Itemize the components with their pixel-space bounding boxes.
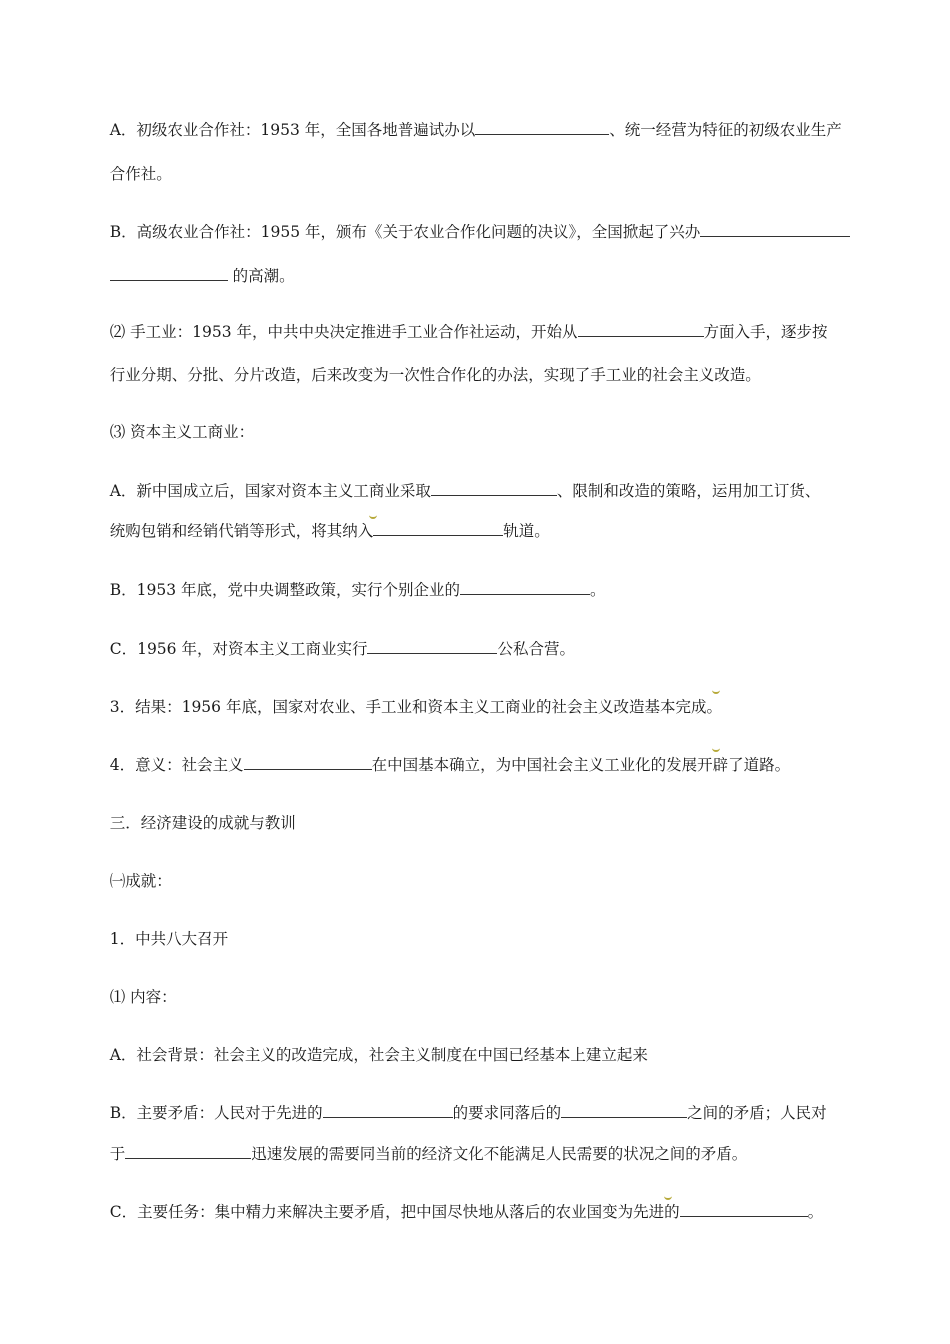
text: 之间的矛盾；人民对 — [687, 1104, 827, 1122]
text: 轨道。 — [503, 522, 550, 540]
text: 迅速发展的需要同当前的经济文化不能满足人民需要的状况之间的矛盾。 — [251, 1145, 748, 1163]
text: 在中国基本确立，为中国社会主义工业化的发展开辟了道路。 — [371, 756, 791, 774]
fill-blank — [561, 1103, 687, 1118]
text-line — [90, 1025, 648, 1085]
text-line — [90, 735, 790, 795]
ink-mark — [664, 1192, 672, 1200]
fill-blank — [125, 1144, 251, 1159]
text: 1．中共八大召开 — [109, 930, 229, 948]
text: 。 — [589, 581, 606, 599]
text-line — [90, 560, 606, 620]
text: 行业分期、分批、分片改造，后来改变为一次性合作化的办法，实现了手工业的社会主义改造。 — [109, 366, 761, 384]
text: A．社会背景：社会主义的改造完成，社会主义制度在中国已经基本上建立起来 — [109, 1046, 648, 1064]
text: ⑶ 资本主义工商业： — [109, 423, 255, 441]
text-line — [90, 851, 172, 911]
text-line — [90, 1182, 823, 1242]
text: 3．结果：1956 年底，国家对农业、手工业和资本主义工商业的社会主义改造基本完成。 — [109, 698, 722, 716]
text: ⑵ 手工业：1953 年，中共中央决定推进手工业合作社运动，开始从 — [109, 323, 578, 341]
text-line — [90, 246, 295, 306]
text: 方面入手，逐步按 — [703, 323, 828, 341]
text-line — [90, 909, 228, 969]
text: 三．经济建设的成就与教训 — [109, 814, 296, 832]
text: 统购包销和经销代销等形式，将其纳入 — [109, 522, 374, 540]
text: 于 — [109, 1145, 126, 1163]
fill-blank — [680, 1202, 808, 1217]
fill-blank — [460, 580, 590, 595]
fill-blank — [475, 120, 609, 135]
text: 的要求同落后的 — [452, 1104, 562, 1122]
text-line — [90, 619, 575, 679]
text: ⑴ 内容： — [109, 988, 177, 1006]
fill-blank — [244, 755, 372, 770]
text-line — [90, 677, 722, 737]
text: ㈠成就： — [109, 872, 172, 890]
text: 、统一经营为特征的初级农业生产 — [609, 121, 842, 139]
fill-blank — [373, 521, 503, 536]
text: 的高潮。 — [227, 267, 295, 285]
fill-blank — [323, 1103, 453, 1118]
text: B．主要矛盾：人民对于先进的 — [109, 1104, 323, 1122]
fill-blank — [431, 481, 557, 496]
text-line — [90, 100, 842, 160]
fill-blank — [578, 322, 704, 337]
text: A．初级农业合作社：1953 年，全国各地普遍试办以 — [109, 121, 476, 139]
section-heading — [90, 793, 296, 853]
text: 合作社。 — [109, 165, 172, 183]
text-line — [90, 144, 172, 204]
text: 4．意义：社会主义 — [109, 756, 244, 774]
ink-mark — [712, 686, 720, 694]
text: B．1953 年底，党中央调整政策，实行个别企业的 — [109, 581, 460, 599]
ink-mark — [369, 511, 377, 519]
text: 公私合营。 — [497, 640, 575, 658]
text: 、限制和改造的策略，运用加工订货、 — [556, 482, 821, 500]
fill-blank — [367, 639, 497, 654]
fill-blank — [700, 222, 850, 237]
text-line — [90, 967, 177, 1027]
fill-blank — [110, 266, 228, 281]
text: A．新中国成立后，国家对资本主义工商业采取 — [109, 482, 431, 500]
text-line — [90, 501, 550, 561]
text-line — [90, 402, 254, 462]
ink-mark — [712, 744, 720, 752]
text-line — [90, 1124, 747, 1184]
text: C．主要任务：集中精力来解决主要矛盾，把中国尽快地从落后的农业国变为先进的 — [109, 1203, 680, 1221]
text-line — [90, 345, 761, 405]
text: 。 — [807, 1203, 824, 1221]
text: C．1956 年，对资本主义工商业实行 — [109, 640, 368, 658]
text: B．高级农业合作社：1955 年，颁布《关于农业合作化问题的决议》，全国掀起了兴办 — [109, 223, 701, 241]
